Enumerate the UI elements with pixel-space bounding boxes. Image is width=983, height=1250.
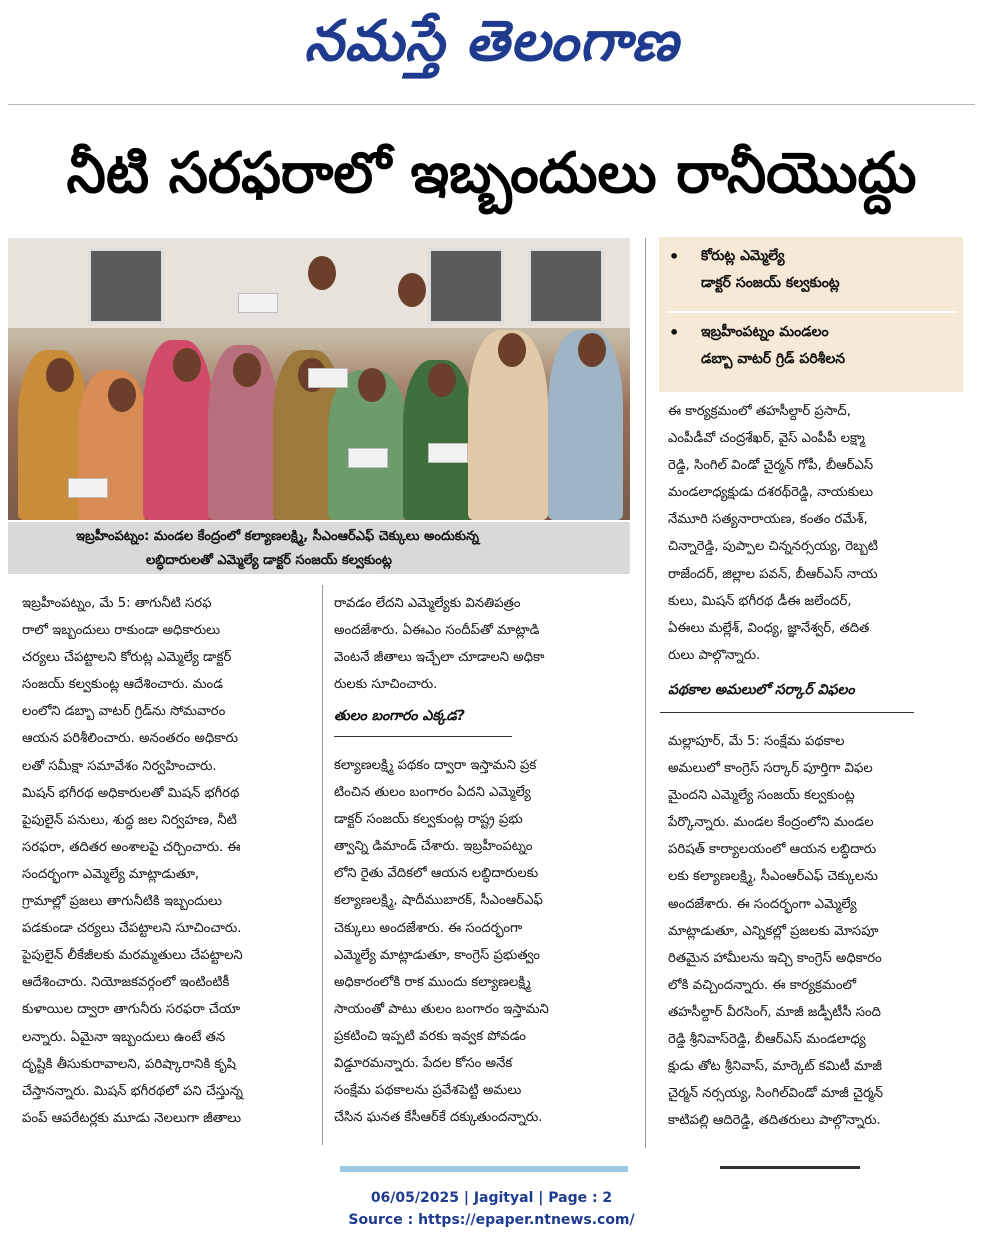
highlight-line: డాక్టర్ సంజయ్ కల్వకుంట్ల (701, 275, 840, 291)
body-line: పేర్కొన్నారు. మండల కేంద్రంలోని మండల (668, 815, 874, 831)
highlight-line: కోరుట్ల ఎమ్మెల్యే (701, 248, 785, 264)
body-line: గ్రామాల్లో ప్రజలు తాగునీటికి ఇబ్బందులు (22, 894, 222, 910)
body-line: త్వాన్ని డిమాండ్ చేశారు. ఇబ్రహీంపట్నం (334, 839, 533, 855)
article-column-2-top (334, 590, 630, 698)
body-line: లతో సమీక్షా సమావేశం నిర్వహించారు. (22, 758, 217, 774)
body-line: లన్నారు. ఏమైనా ఇబ్బందులు ఉంటే తన (22, 1029, 226, 1045)
body-line: నేమూరి సత్యనారాయణ, కంతం రమేశ్, (668, 512, 868, 528)
body-line: రితమైన హామీలను ఇచ్చి కాంగ్రెస్ అధికారం (668, 950, 882, 966)
body-line: కల్యాణలక్ష్మి పథకం ద్వారా ఇస్తామని ప్రక (334, 758, 537, 773)
body-line: పంప్ ఆపరేటర్లకు మూడు నెలలుగా జీతాలు (22, 1110, 242, 1126)
body-line: సంజయ్ కల్వకుంట్ల ఆదేశించారు. మండ (22, 677, 223, 693)
highlight-line: డబ్బా వాటర్ గ్రిడ్ పరిశీలన (701, 351, 846, 367)
masthead (0, 0, 983, 100)
body-line: మల్లాపూర్, మే 5: సంక్షేమ పథకాల (668, 734, 845, 749)
bullet-icon: • (669, 323, 680, 342)
body-line: చేస్తానన్నారు. మిషన్ భగీరథలో పని చేస్తున్న (22, 1083, 243, 1099)
body-line: సంక్షేమ పథకాలను ప్రవేశపెట్టి అమలు (334, 1083, 522, 1099)
body-line: ఆదేశించారు. నియోజకవర్గంలో ఇంటింటికీ (22, 975, 230, 991)
body-line: అమలులో కాంగ్రెస్ సర్కార్ పూర్తిగా విఫల (668, 761, 873, 777)
body-line: పడకుండా చర్యలు చేపట్టాలని సూచించారు. (22, 921, 242, 937)
body-line: రులకు సూచించారు. (334, 677, 438, 693)
body-line: రాజేందర్, జిల్లాల పవన్, బీఆర్ఎస్ నాయ (668, 566, 878, 582)
body-line: వెంటనే జీతాలు ఇచ్చేలా చూడాలని అధికా (334, 650, 545, 666)
body-line: సరఫరా, తదితర అంశాలపై చర్చించారు. ఈ (22, 839, 241, 855)
body-line: ప్రకటించి ఇప్పటి వరకు ఇవ్వక పోవడం (334, 1028, 526, 1044)
next-article-strip (340, 1166, 628, 1172)
body-line: కాటిపల్లి ఆదిరెడ్డి, తదితరులు పాల్గొన్నారు. (668, 1113, 881, 1129)
caption-line-1: ఇబ్రహీంపట్నం: మండల కేంద్రంలో కల్యాణలక్ష్మి, సీఎంఆర్ఎఫ్ చెక్కులు అందుకున్న (76, 529, 479, 544)
body-line: లంలోని డబ్బా వాటర్ గ్రిడ్‌ను సోమవారం (22, 704, 226, 720)
article-column-1 (22, 590, 314, 1132)
photo-caption (8, 522, 630, 574)
body-line: లకు కల్యాణలక్ష్మి, సీఎంఆర్ఎఫ్ చెక్కులను (668, 869, 878, 885)
body-line: ఎంపీడీవో చంద్రశేఖర్, వైస్ ఎంపీపీ లక్ష్మా (668, 431, 865, 447)
body-line: రాలో ఇబ్బందులు రాకుండా అధికారులు (22, 623, 221, 639)
body-line: అందజేశారు. ఏఈఎం సందీప్‌తో మాట్లాడి (334, 623, 540, 639)
subheading-underline (334, 736, 512, 737)
body-line: పైపులైన్ పనులు, శుద్ధ జల నిర్వహణ, నీటి (22, 812, 237, 828)
subheading: తులం బంగారం ఎక్కడ? (334, 708, 465, 724)
body-line: చిన్నారెడ్డి, పుప్పాల చిన్ననర్సయ్య, రెబ్బటి (668, 539, 878, 555)
body-line: క్షుడు తోట శ్రీనివాస్, మార్కెట్ కమిటీ మాజీ (668, 1059, 882, 1075)
body-line: టించిన తులం బంగారం ఏదని ఎమ్మెల్యే (334, 785, 531, 801)
body-line: ఆయన పరిశీలించారు. అనంతరం అధికారు (22, 731, 239, 747)
body-line: చేసిన ఘనత కేసీఆర్‌కే దక్కుతుందన్నారు. (334, 1110, 543, 1126)
body-line: లోకి వచ్చిందన్నారు. ఈ కార్యక్రమంలో (668, 977, 857, 993)
body-line: విడ్డూరమన్నారు. పేదల కోసం అనేక (334, 1056, 513, 1072)
subheading: పథకాల అమలులో సర్కార్ విఫలం (668, 682, 855, 698)
highlight-box (659, 237, 963, 392)
article-column-2-bottom (334, 752, 630, 1131)
body-line: ఈ కార్యక్రమంలో తహసీల్దార్ ప్రసాద్, (668, 404, 851, 419)
body-line: ఇబ్రహీంపట్నం, మే 5: తాగునీటి సరఫ (22, 596, 212, 611)
body-line: ఏఈలు మల్లేశ్, వింధ్య, జ్ఞానేశ్వర్, తదిత (668, 620, 870, 636)
body-line: రావడం లేదని ఎమ్మెల్యేకు వినతిపత్రం (334, 596, 521, 611)
body-line: కల్యాణలక్ష్మి, షాదీముబారక్, సీఎంఆర్ఎఫ్ (334, 893, 543, 909)
article-photo (8, 238, 630, 520)
body-line: కులు, మిషన్ భగీరథ డీఈ జలేందర్, (668, 593, 852, 609)
footer-source-link[interactable]: Source : https://epaper.ntnews.com/ (348, 1212, 635, 1228)
body-line: కుళాయిల ద్వారా తాగునీరు సరఫరా చేయా (22, 1002, 241, 1018)
body-line: రెడ్డి, సింగిల్ విండో చైర్మన్ గోపీ, బీఆర్ఎస్ (668, 458, 874, 474)
body-line: ఎమ్మెల్యే మాట్లాడుతూ, కాంగ్రెస్ ప్రభుత్వం (334, 947, 540, 963)
body-line: అధికారంలోకి రాక ముందు కల్యాణలక్ష్మి (334, 974, 531, 990)
body-line: చర్యలు చేపట్టాలని కోరుట్ల ఎమ్మెల్యే డాక్టర్ (22, 650, 232, 666)
subheading-underline (660, 712, 914, 713)
body-line: డాక్టర్ సంజయ్ కల్వకుంట్ల రాష్ట్ర ప్రభు (334, 812, 523, 828)
bullet-icon: • (669, 247, 680, 266)
body-line: సందర్భంగా ఎమ్మెల్యే మాట్లాడుతూ, (22, 866, 200, 882)
body-line: మాట్లాడుతూ, ఎన్నికల్లో ప్రజలకు మోసపూ (668, 923, 879, 939)
body-line: రెడ్డి శ్రీనివాస్‌రెడ్డి, బీఆర్ఎస్ మండలాధ్య (668, 1032, 866, 1048)
body-line: చైర్మన్ నర్సయ్య, సింగిల్‌విండో మాజీ చైర్మన్ (668, 1086, 883, 1102)
body-line: పైపులైన్ లీకేజీలకు మరమ్మతులు చేపట్టాలని (22, 948, 243, 964)
newspaper-logo: నమస్తే తెలంగాణ (304, 8, 679, 74)
masthead-divider (8, 104, 975, 105)
body-line: రులు పాల్గొన్నారు. (668, 647, 761, 663)
body-line: మిషన్ భగీరథ అధికారులతో మిషన్ భగీరథ (22, 785, 240, 801)
body-line: మండలాధ్యక్షుడు దశరథ్‌రెడ్డి, నాయకులు (668, 485, 874, 501)
body-line: చెక్కులు అందజేశారు. ఈ సందర్భంగా (334, 920, 523, 936)
caption-line-2: లబ్ధిదారులతో ఎమ్మెల్యే డాక్టర్ సంజయ్ కల్వకుంట్ల (146, 553, 392, 568)
body-line: పరిషత్ కార్యాలయంలో ఆయన లబ్ధిదారు (668, 842, 877, 858)
article-column-3-top (668, 398, 966, 669)
article-column-3-bottom (668, 728, 966, 1134)
column-divider (645, 238, 646, 1148)
next-article-strip (720, 1166, 860, 1169)
article-headline: నీటి సరఫరాలో ఇబ్బందులు రానీయొద్దు (66, 141, 917, 206)
highlight-separator (667, 311, 957, 313)
body-line: లోని రైతు వేదికలో ఆయన లబ్ధిదారులకు (334, 866, 539, 882)
footer-date-edition: 06/05/2025 | Jagityal | Page : 2 (370, 1190, 613, 1206)
body-line: తహసీల్దార్ వీరసింగ్, మాజీ జడ్పీటీసీ సంది (668, 1004, 881, 1020)
body-line: సాయంతో పాటు తులం బంగారం ఇస్తామని (334, 1001, 549, 1017)
body-line: అందజేశారు. ఈ సందర్భంగా ఎమ్మెల్యే (668, 896, 857, 912)
highlight-line: ఇబ్రహీంపట్నం మండలం (701, 324, 829, 340)
body-line: దృష్టికి తీసుకురావాలని, పరిష్కారానికి కృషి (22, 1056, 236, 1072)
body-line: మైందని ఎమ్మెల్యే సంజయ్ కల్వకుంట్ల (668, 788, 855, 804)
column-divider (322, 585, 323, 1145)
